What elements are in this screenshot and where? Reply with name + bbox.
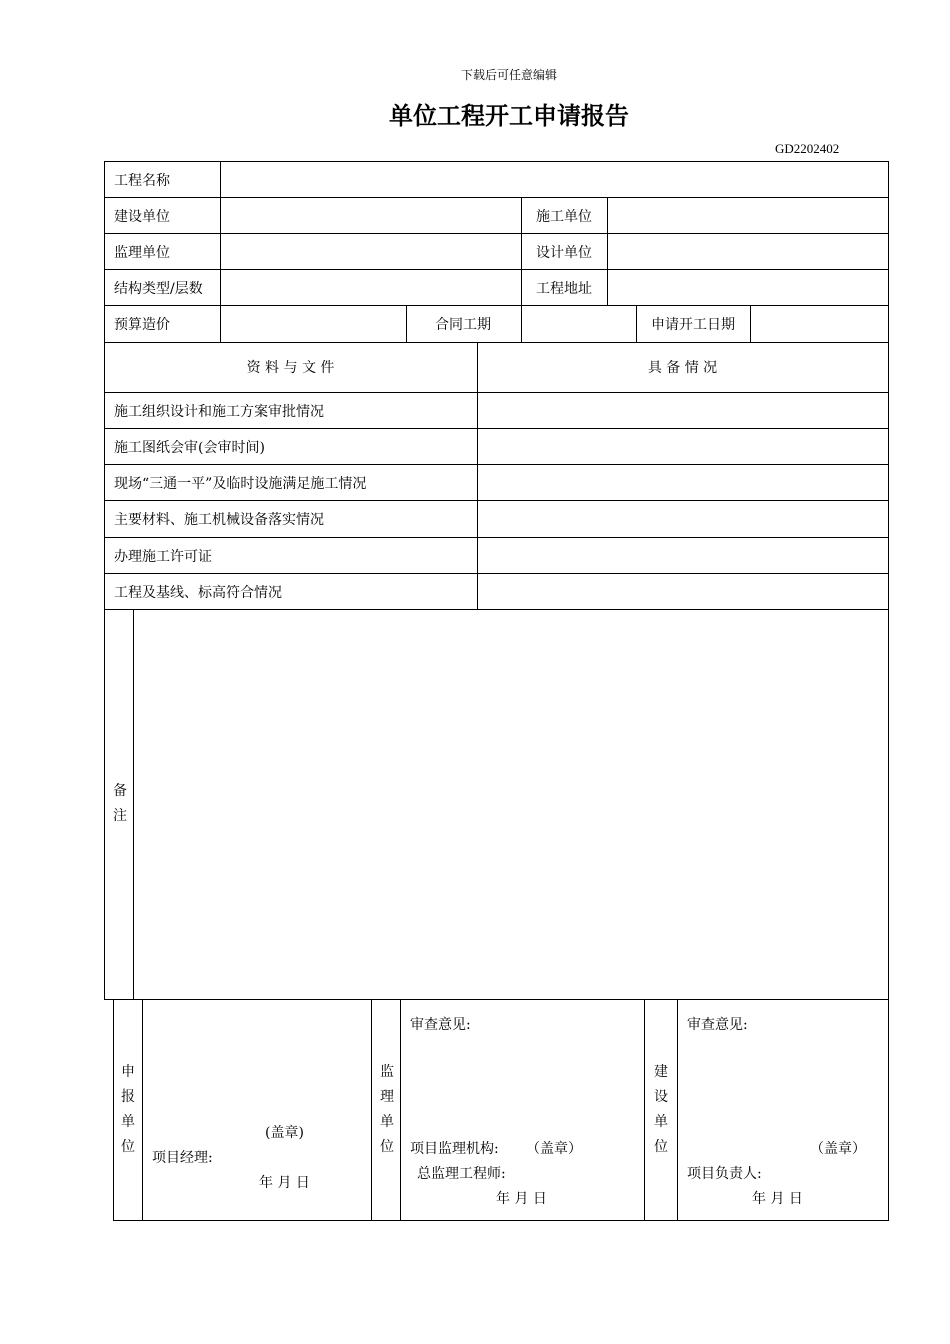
applicant-label: 申 报 单 位 <box>121 1064 135 1155</box>
supervisor-label: 监 理 单 位 <box>380 1064 394 1155</box>
label-contract-period: 合同工期 <box>435 316 491 333</box>
project-manager-label: 项目经理: <box>152 1150 213 1166</box>
doc-item: 施工图纸会审(会审时间) <box>114 439 265 456</box>
form-code: GD2202402 <box>775 141 840 156</box>
remarks-label: 备 注 <box>113 783 127 824</box>
label-project-name: 工程名称 <box>114 172 170 189</box>
doc-item: 主要材料、施工机械设备落实情况 <box>114 511 324 528</box>
label-construction-unit: 建设单位 <box>114 208 170 225</box>
download-note: 下载后可任意编辑 <box>460 68 557 82</box>
label-design-unit: 设计单位 <box>536 244 592 261</box>
label-contractor: 施工单位 <box>536 208 592 225</box>
label-supervision-unit: 监理单位 <box>114 244 170 261</box>
owner-opinion-label: 审查意见: <box>687 1017 748 1033</box>
label-start-date: 申请开工日期 <box>651 316 735 333</box>
chief-engineer-label: 总监理工程师: <box>417 1166 506 1182</box>
col-status-header: 具 备 情 况 <box>647 360 718 376</box>
applicant-seal: (盖章) <box>265 1125 304 1141</box>
applicant-date: 年 月 日 <box>259 1175 310 1191</box>
supervisor-opinion-label: 审查意见: <box>410 1017 471 1033</box>
label-structure-floors: 结构类型/层数 <box>114 280 203 297</box>
doc-item: 现场“三通一平”及临时设施满足施工情况 <box>114 475 367 492</box>
label-budget: 预算造价 <box>114 316 170 333</box>
project-leader-label: 项目负责人: <box>687 1166 762 1182</box>
page-title: 单位工程开工申请报告 <box>389 102 629 130</box>
doc-item: 工程及基线、标高符合情况 <box>114 584 282 601</box>
col-docs-header: 资 料 与 文 件 <box>246 360 335 376</box>
supervision-org-label: 项目监理机构: <box>410 1141 499 1157</box>
label-project-address: 工程地址 <box>536 280 592 297</box>
supervisor-seal: （盖章） <box>526 1141 582 1157</box>
owner-label: 建 设 单 位 <box>654 1064 668 1155</box>
doc-item: 办理施工许可证 <box>114 548 212 565</box>
owner-seal: （盖章） <box>810 1141 866 1157</box>
supervisor-date: 年 月 日 <box>496 1191 547 1207</box>
owner-date: 年 月 日 <box>752 1191 803 1207</box>
doc-item: 施工组织设计和施工方案审批情况 <box>114 403 324 420</box>
